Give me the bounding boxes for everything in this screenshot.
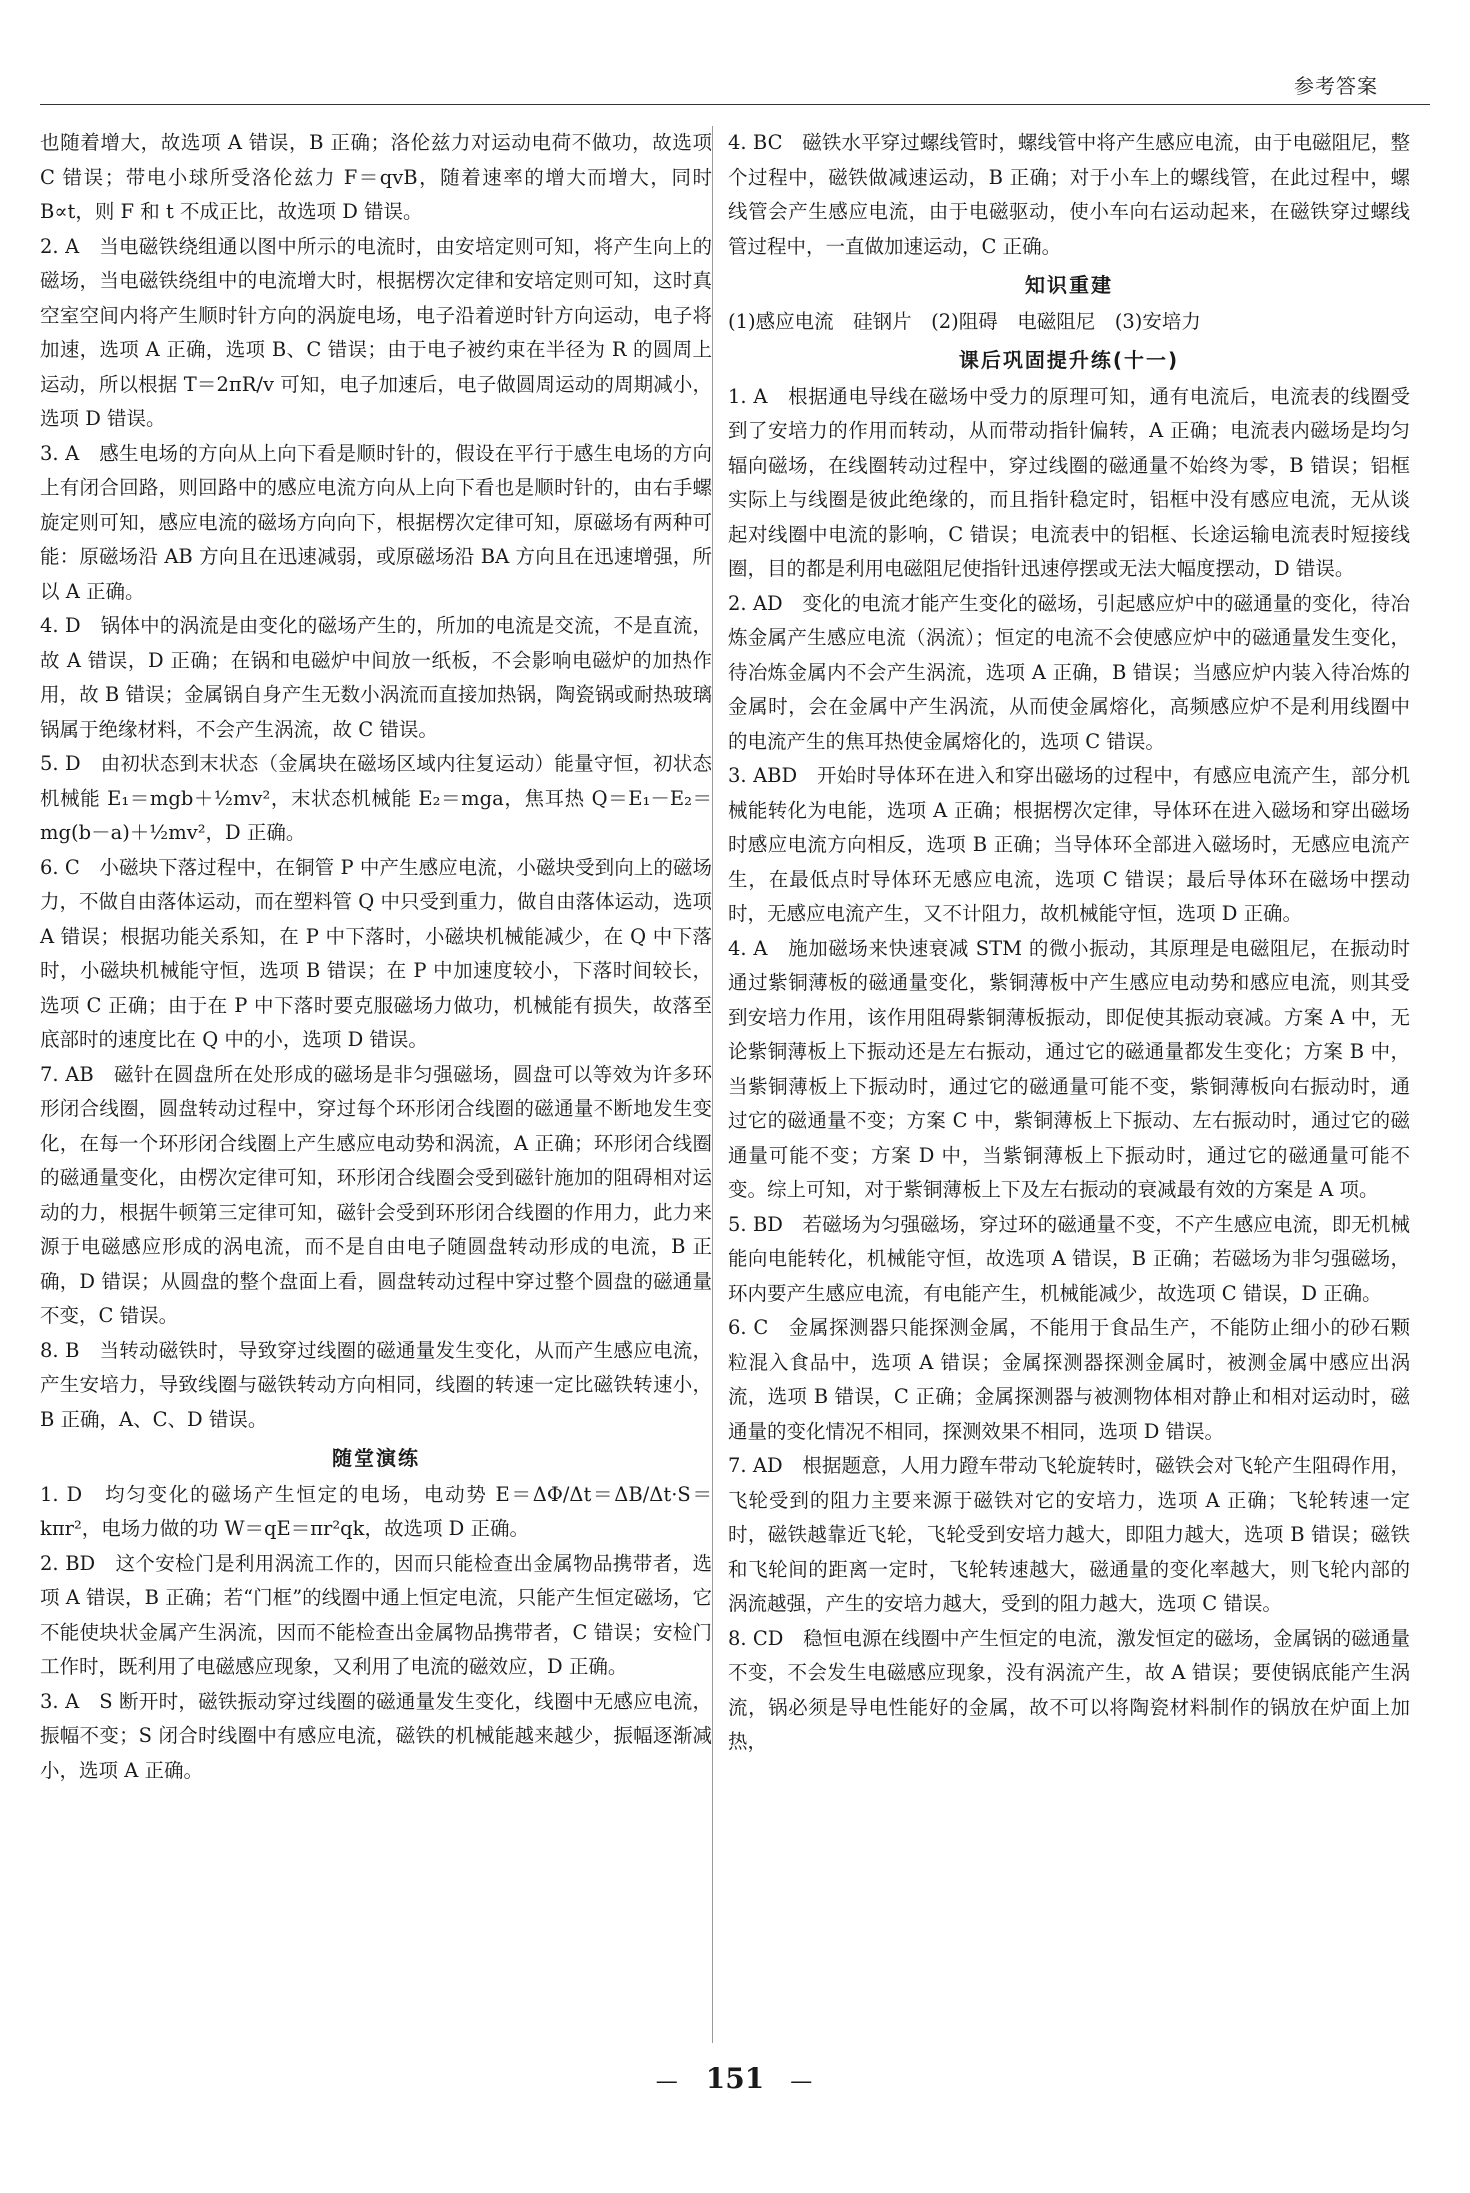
- answer-paragraph: 也随着增大，故选项 A 错误，B 正确；洛伦兹力对运动电荷不做功，故选项 C 错误；带电小球所受洛伦兹力 F＝qvB，随着速率的增大而增大，同时 B∝t，则 F 和 t 不成正比，故选项 D 错误。: [40, 131, 712, 223]
- homework-paragraph: 3. ABD 开始时导体环在进入和穿出磁场的过程中，有感应电流产生，部分机械能转化为电能，选项 A 正确；根据楞次定律，导体环在进入磁场和穿出磁场时感应电流方向相反，选项 B 正确；当导体环全部进入磁场时，无感应电流产生，在最低点时导体环无感应电流，选项 C 错误；最后导体环在磁场中摆动时，无感应电流产生，又不计阻力，故机械能守恒，选项 D 正确。: [728, 764, 1410, 925]
- homework-paragraph: 1. A 根据通电导线在磁场中受力的原理可知，通有电流后，电流表的线圈受到了安培力的作用而转动，从而带动指针偏转，A 正确；电流表内磁场是均匀辐向磁场，在线圈转动过程中，穿过线圈的磁通量不始终为零，B 错误；铝框实际上与线圈是彼此绝缘的，而且指针稳定时，铝框中没有感应电流，无从谈起对线圈中电流的影响，C 错误；电流表中的铝框、长途运输电流表时短接线圈，目的都是利用电磁阻尼使指针迅速停摆或无法大幅度摆动，D 错误。: [728, 384, 1410, 580]
- section-title-practice: 随堂演练: [332, 1446, 420, 1470]
- section-title-homework: 课后巩固提升练(十一): [958, 348, 1180, 372]
- homework-paragraph: 5. BD 若磁场为匀强磁场，穿过环的磁通量不变，不产生感应电流，即无机械能向电能转化，机械能守恒，故选项 A 错误，B 正确；若磁场为非匀强磁场，环内要产生感应电流，有电能产生，机械能减少，故选项 C 错误，D 正确。: [728, 1212, 1410, 1305]
- practice-paragraph: 3. A S 断开时，磁铁振动穿过线圈的磁通量发生变化，线圈中无感应电流，振幅不变；S 闭合时线圈中有感应电流，磁铁的机械能越来越少，振幅逐渐减小，选项 A 正确。: [40, 1689, 712, 1782]
- footer-dash-left: —: [655, 2069, 680, 2094]
- practice-paragraph: 1. D 均匀变化的磁场产生恒定的电场，电动势 E＝ΔΦ/Δt＝ΔB/Δt·S＝kπr²，电场力做的功 W＝qE＝πr²qk，故选项 D 正确。: [40, 1482, 712, 1540]
- page-number-footer: [0, 2062, 1470, 2095]
- running-header: 参考答案: [1294, 74, 1378, 98]
- practice-paragraph: 2. BD 这个安检门是利用涡流工作的，因而只能检查出金属物品携带者，选项 A 错误，B 正确；若“门框”的线圈中通上恒定电流，只能产生恒定磁场，它不能使块状金属产生涡流，因而不能检查出金属物品携带者，C 错误；安检门工作时，既利用了电磁感应现象，又利用了电流的磁效应，D 正确。: [40, 1551, 712, 1678]
- right-column: [728, 126, 1410, 1760]
- answer-paragraph: 6. C 小磁块下落过程中，在铜管 P 中产生感应电流，小磁块受到向上的磁场力，不做自由落体运动，而在塑料管 Q 中只受到重力，做自由落体运动，选项 A 错误；根据功能关系知，在 P 中下落时，小磁块机械能减少，在 Q 中下落时，小磁块机械能守恒，选项 B 错误；在 P 中加速度较小，下落时间较长，选项 C 正确；由于在 P 中下落时要克服磁场力做功，机械能有损失，故落至底部时的速度比在 Q 中的小，选项 D 错误。: [40, 855, 712, 1051]
- column-divider: [712, 126, 713, 2043]
- practice-paragraph: 4. BC 磁铁水平穿过螺线管时，螺线管中将产生感应电流，由于电磁阻尼，整个过程中，磁铁做减速运动，B 正确；对于小车上的螺线管，在此过程中，螺线管会产生感应电流，由于电磁驱动，使小车向右运动起来，在磁铁穿过螺线管过程中，一直做加速运动，C 正确。: [728, 131, 1410, 258]
- answer-paragraph: 3. A 感生电场的方向从上向下看是顺时针的，假设在平行于感生电场的方向上有闭合回路，则回路中的感应电流方向从上向下看也是顺时针的，由右手螺旋定则可知，感应电流的磁场方向向下，根据楞次定律可知，原磁场有两种可能：原磁场沿 AB 方向且在迅速减弱，或原磁场沿 BA 方向且在迅速增强，所以 A 正确。: [40, 441, 712, 603]
- footer-dash-right: —: [790, 2069, 815, 2094]
- left-column: [40, 126, 712, 1788]
- page-number: 151: [705, 2062, 765, 2095]
- answer-paragraph: 7. AB 磁针在圆盘所在处形成的磁场是非匀强磁场，圆盘可以等效为许多环形闭合线圈，圆盘转动过程中，穿过每个环形闭合线圈的磁通量不断地发生变化，在每一个环形闭合线圈上产生感应电动势和涡流，A 正确；环形闭合线圈的磁通量变化，由楞次定律可知，环形闭合线圈会受到磁针施加的阻碍相对运动的力，根据牛顿第三定律可知，磁针会受到环形闭合线圈的作用力，此力来源于电磁感应形成的涡电流，而不是自由电子随圆盘转动形成的电流，B 正确，D 错误；从圆盘的整个盘面上看，圆盘转动过程中穿过整个圆盘的磁通量不变，C 错误。: [40, 1062, 712, 1327]
- homework-paragraph: 7. AD 根据题意，人用力蹬车带动飞轮旋转时，磁铁会对飞轮产生阻碍作用，飞轮受到的阻力主要来源于磁铁对它的安培力，选项 A 正确；飞轮转速一定时，磁铁越靠近飞轮，飞轮受到安培力越大，即阻力越大，选项 B 错误；磁铁和飞轮间的距离一定时，飞轮转速越大，磁通量的变化率越大，则飞轮内部的涡流越强，产生的安培力越大，受到的阻力越大，选项 C 错误。: [728, 1454, 1410, 1615]
- header-rule: [40, 104, 1430, 105]
- homework-paragraph: 8. CD 稳恒电源在线圈中产生恒定的电流，激发恒定的磁场，金属锅的磁通量不变，不会发生电磁感应现象，没有涡流产生，故 A 错误；要使锅底能产生涡流，锅必须是导电性能好的金属，故不可以将陶瓷材料制作的锅放在炉面上加热，: [728, 1626, 1410, 1753]
- answer-paragraph: 4. D 锅体中的涡流是由变化的磁场产生的，所加的电流是交流，不是直流，故 A 错误，D 正确；在锅和电磁炉中间放一纸板，不会影响电磁炉的加热作用，故 B 错误；金属锅自身产生无数小涡流而直接加热锅，陶瓷锅或耐热玻璃锅属于绝缘材料，不会产生涡流，故 C 错误。: [40, 614, 712, 741]
- homework-paragraph: 4. A 施加磁场来快速衰减 STM 的微小振动，其原理是电磁阻尼，在振动时通过紫铜薄板的磁通量变化，紫铜薄板中产生感应电动势和感应电流，则其受到安培力作用，该作用阻碍紫铜薄板振动，即促使其振动衰减。方案 A 中，无论紫铜薄板上下振动还是左右振动，通过它的磁通量都发生变化；方案 B 中，当紫铜薄板上下振动时，通过它的磁通量可能不变，紫铜薄板向右振动时，通过它的磁通量不变；方案 C 中，紫铜薄板上下振动、左右振动时，通过它的磁通量可能不变；方案 D 中，当紫铜薄板上下振动时，通过它的磁通量可能不变。综上可知，对于紫铜薄板上下及左右振动的衰减最有效的方案是 A 项。: [728, 936, 1410, 1201]
- homework-paragraph: 6. C 金属探测器只能探测金属，不能用于食品生产，不能防止细小的砂石颗粒混入食品中，选项 A 错误；金属探测器探测金属时，被测金属中感应出涡流，选项 B 错误，C 正确；金属探测器与被测物体相对静止和相对运动时，磁通量的变化情况不相同，探测效果不相同，选项 D 错误。: [728, 1316, 1410, 1443]
- answer-paragraph: 2. A 当电磁铁绕组通以图中所示的电流时，由安培定则可知，将产生向上的磁场，当电磁铁绕组中的电流增大时，根据楞次定律和安培定则可知，这时真空室空间内将产生顺时针方向的涡旋电场，电子沿着逆时针方向运动，电子将加速，选项 A 正确，选项 B、C 错误；由于电子被约束在半径为 R 的圆周上运动，所以根据 T＝2πR/v 可知，电子加速后，电子做圆周运动的周期减小，选项 D 错误。: [40, 234, 712, 430]
- answer-paragraph: 8. B 当转动磁铁时，导致穿过线圈的磁通量发生变化，从而产生感应电流，产生安培力，导致线圈与磁铁转动方向相同，线圈的转速一定比磁铁转速小，B 正确，A、C、D 错误。: [40, 1338, 712, 1431]
- knowledge-line: (1)感应电流 硅钢片 (2)阻碍 电磁阻尼 (3)安培力: [728, 309, 1201, 333]
- answer-paragraph: 5. D 由初状态到末状态（金属块在磁场区域内往复运动）能量守恒，初状态机械能 E₁＝mgb＋½mv²，末状态机械能 E₂＝mga，焦耳热 Q＝E₁－E₂＝mg(b－a)＋½mv²，D 正确。: [40, 752, 712, 844]
- section-title-knowledge: 知识重建: [1025, 273, 1113, 297]
- homework-paragraph: 2. AD 变化的电流才能产生变化的磁场，引起感应炉中的磁通量的变化，待冶炼金属产生感应电流（涡流）；恒定的电流不会使感应炉中的磁通量发生变化，待冶炼金属内不会产生涡流，选项 A 正确，B 错误；当感应炉内装入待冶炼的金属时，会在金属中产生涡流，从而使金属熔化，高频感应炉不是利用线圈中的电流产生的焦耳热使金属熔化的，选项 C 错误。: [728, 591, 1410, 753]
